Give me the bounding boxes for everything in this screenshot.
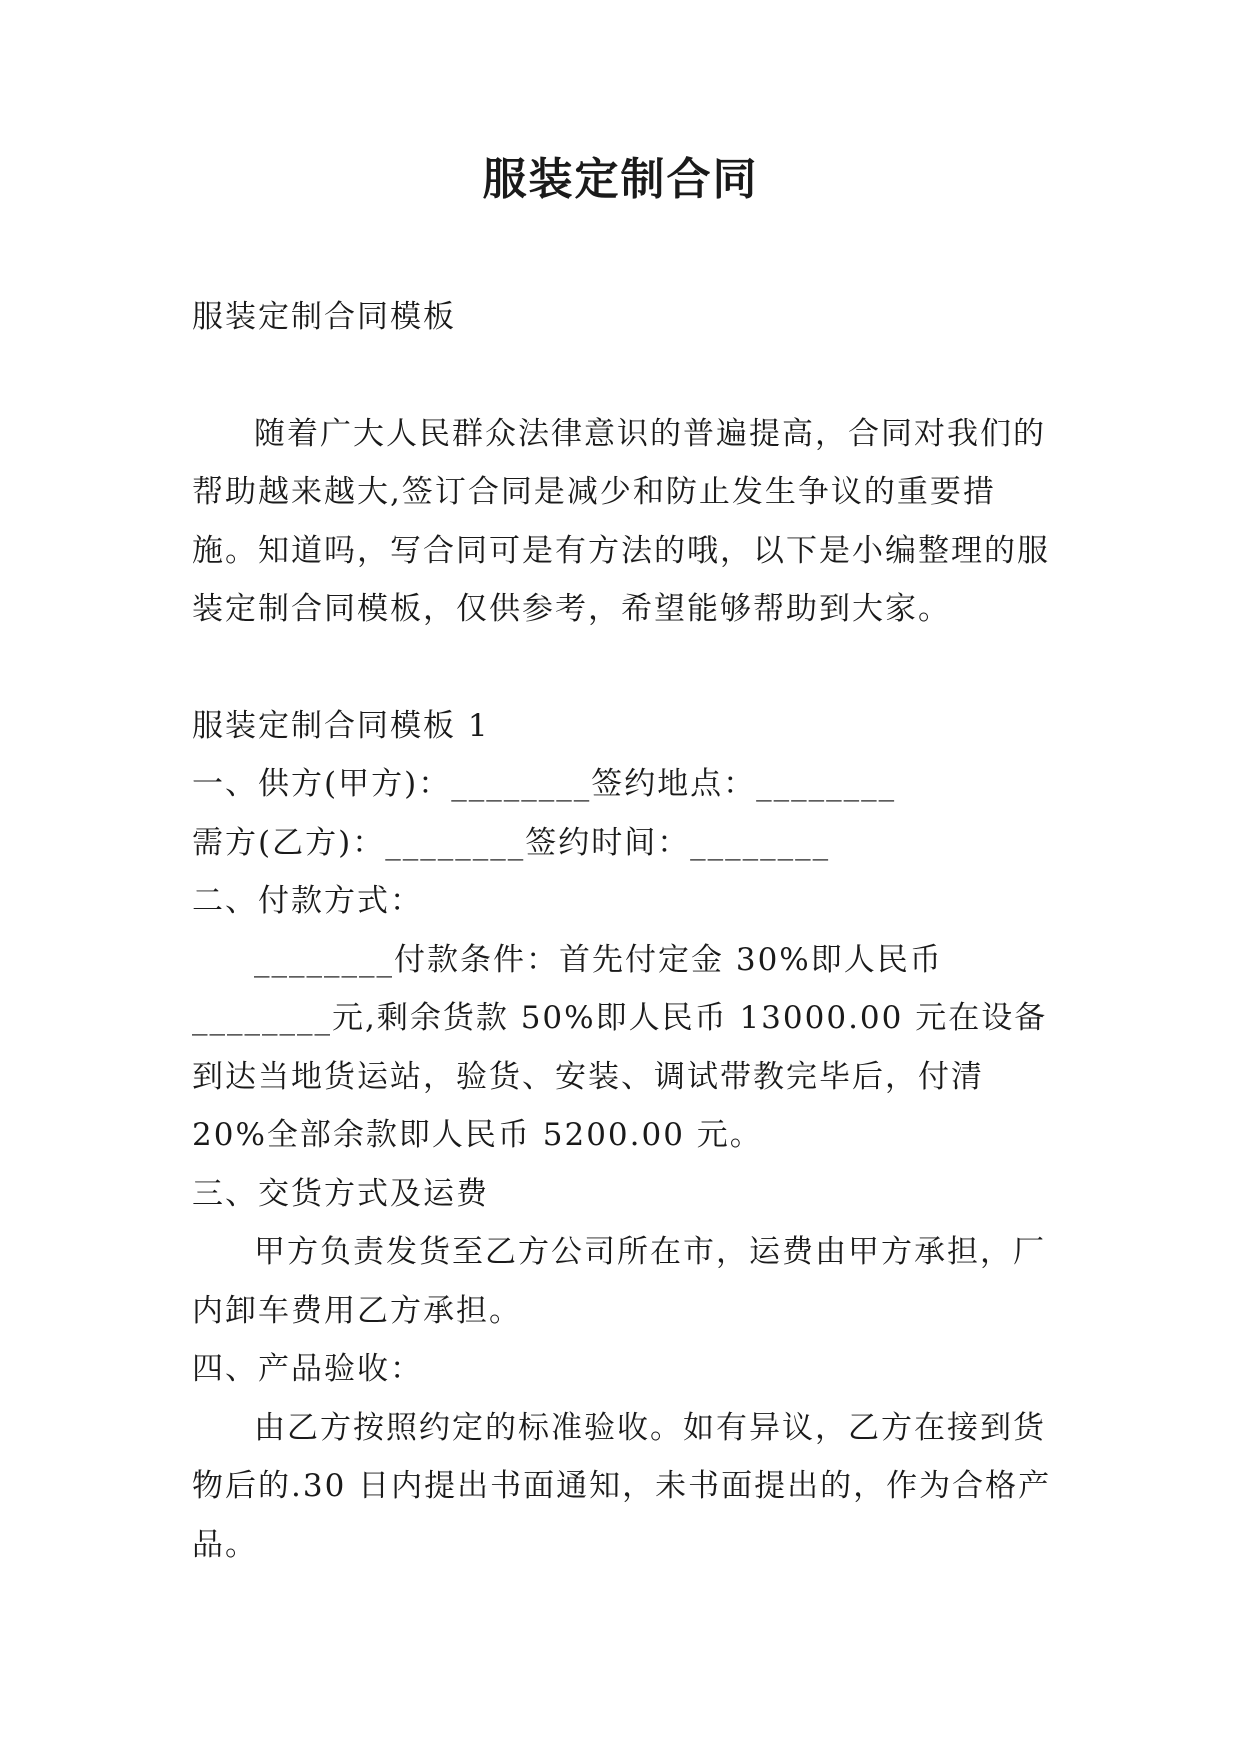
document-title: 服装定制合同 xyxy=(482,154,759,205)
intro-paragraph: 随着广大人民群众法律意识的普遍提高，合同对我们的帮助越来越大,签订合同是减少和防止发生争议的重要措施。知道吗，写合同可是有方法的哦，以下是小编整理的服装定制合同模板，仅供参考，希望能够帮助到大家。 xyxy=(192,415,1050,627)
payment-paragraph: ________付款条件：首先付定金 30%即人民币________元,剩余货款 50%即人民币 13000.00 元在设备到达当地货运站，验货、安装、调试带教完毕后，付清 20%全部余款即人民币 5200.00 元。 xyxy=(192,941,1048,1153)
delivery-paragraph: 甲方负责发货至乙方公司所在市，运费由甲方承担，厂内卸车费用乙方承担。 xyxy=(192,1234,1046,1329)
spacer xyxy=(192,639,1058,697)
inspection-heading: 四、产品验收： xyxy=(192,1351,423,1387)
inspection-paragraph: 由乙方按照约定的标准验收。如有异议，乙方在接到货物后的.30 日内提出书面通知，未书面提出的，作为合格产品。 xyxy=(192,1409,1052,1563)
section-title: 服装定制合同模板 1 xyxy=(192,707,490,744)
delivery-heading: 三、交货方式及运费 xyxy=(192,1175,489,1212)
document-subtitle: 服装定制合同模板 xyxy=(192,299,456,335)
payment-heading: 二、付款方式： xyxy=(192,883,423,919)
supplier-line: 一、供方(甲方)：________签约地点：________ xyxy=(192,766,897,802)
document-body xyxy=(192,288,1058,1574)
spacer xyxy=(192,347,1058,405)
buyer-line: 需方(乙方)：________签约时间：________ xyxy=(192,824,831,861)
